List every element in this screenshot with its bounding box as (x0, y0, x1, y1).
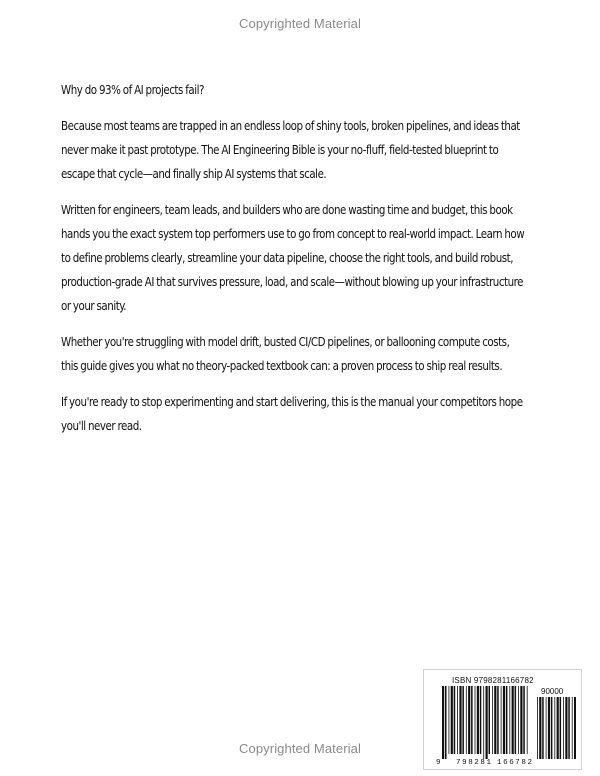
blurb-paragraph-closing: If you're ready to stop experimenting and start delivering, this is the manual your competitors hope you'll never read. (61, 395, 523, 433)
isbn-label: ISBN 9798281166782 (452, 676, 534, 685)
price-code-label: 90000 (541, 687, 564, 696)
copyright-watermark-bottom: Copyrighted Material (239, 741, 361, 756)
barcode-left-digits: 798281 (456, 759, 493, 767)
barcode-right-digits: 166782 (497, 759, 534, 767)
blurb-hook: Why do 93% of AI projects fail? (61, 83, 205, 97)
blurb-paragraph-benefit: Whether you're struggling with model drift, busted CI/CD pipelines, or ballooning compute costs, this guide gives you what no theory-packed textbook can: a proven process to ship real results. (61, 335, 510, 373)
back-cover-blurb (61, 78, 526, 450)
barcode-lead-digit: 9 (436, 759, 441, 767)
blurb-paragraph-audience: Written for engineers, team leads, and builders who are done wasting time and budget, this book hands you the exact system top performers use to go from concept to real-world impact. Learn how to define problems clearly, streamline your data pipeline, choose the right tools, and build robust, production-grade AI that survives pressure, load, and scale—without blowing up your infrastructure or your sanity. (61, 203, 525, 313)
copyright-watermark-top: Copyrighted Material (239, 16, 361, 31)
blurb-paragraph-problem: Because most teams are trapped in an endless loop of shiny tools, broken pipelines, and ideas that never make it past prototype. The AI Engineering Bible is your no-fluff, field-tested blueprint to escape that cycle—and finally ship AI systems that scale. (61, 119, 520, 181)
